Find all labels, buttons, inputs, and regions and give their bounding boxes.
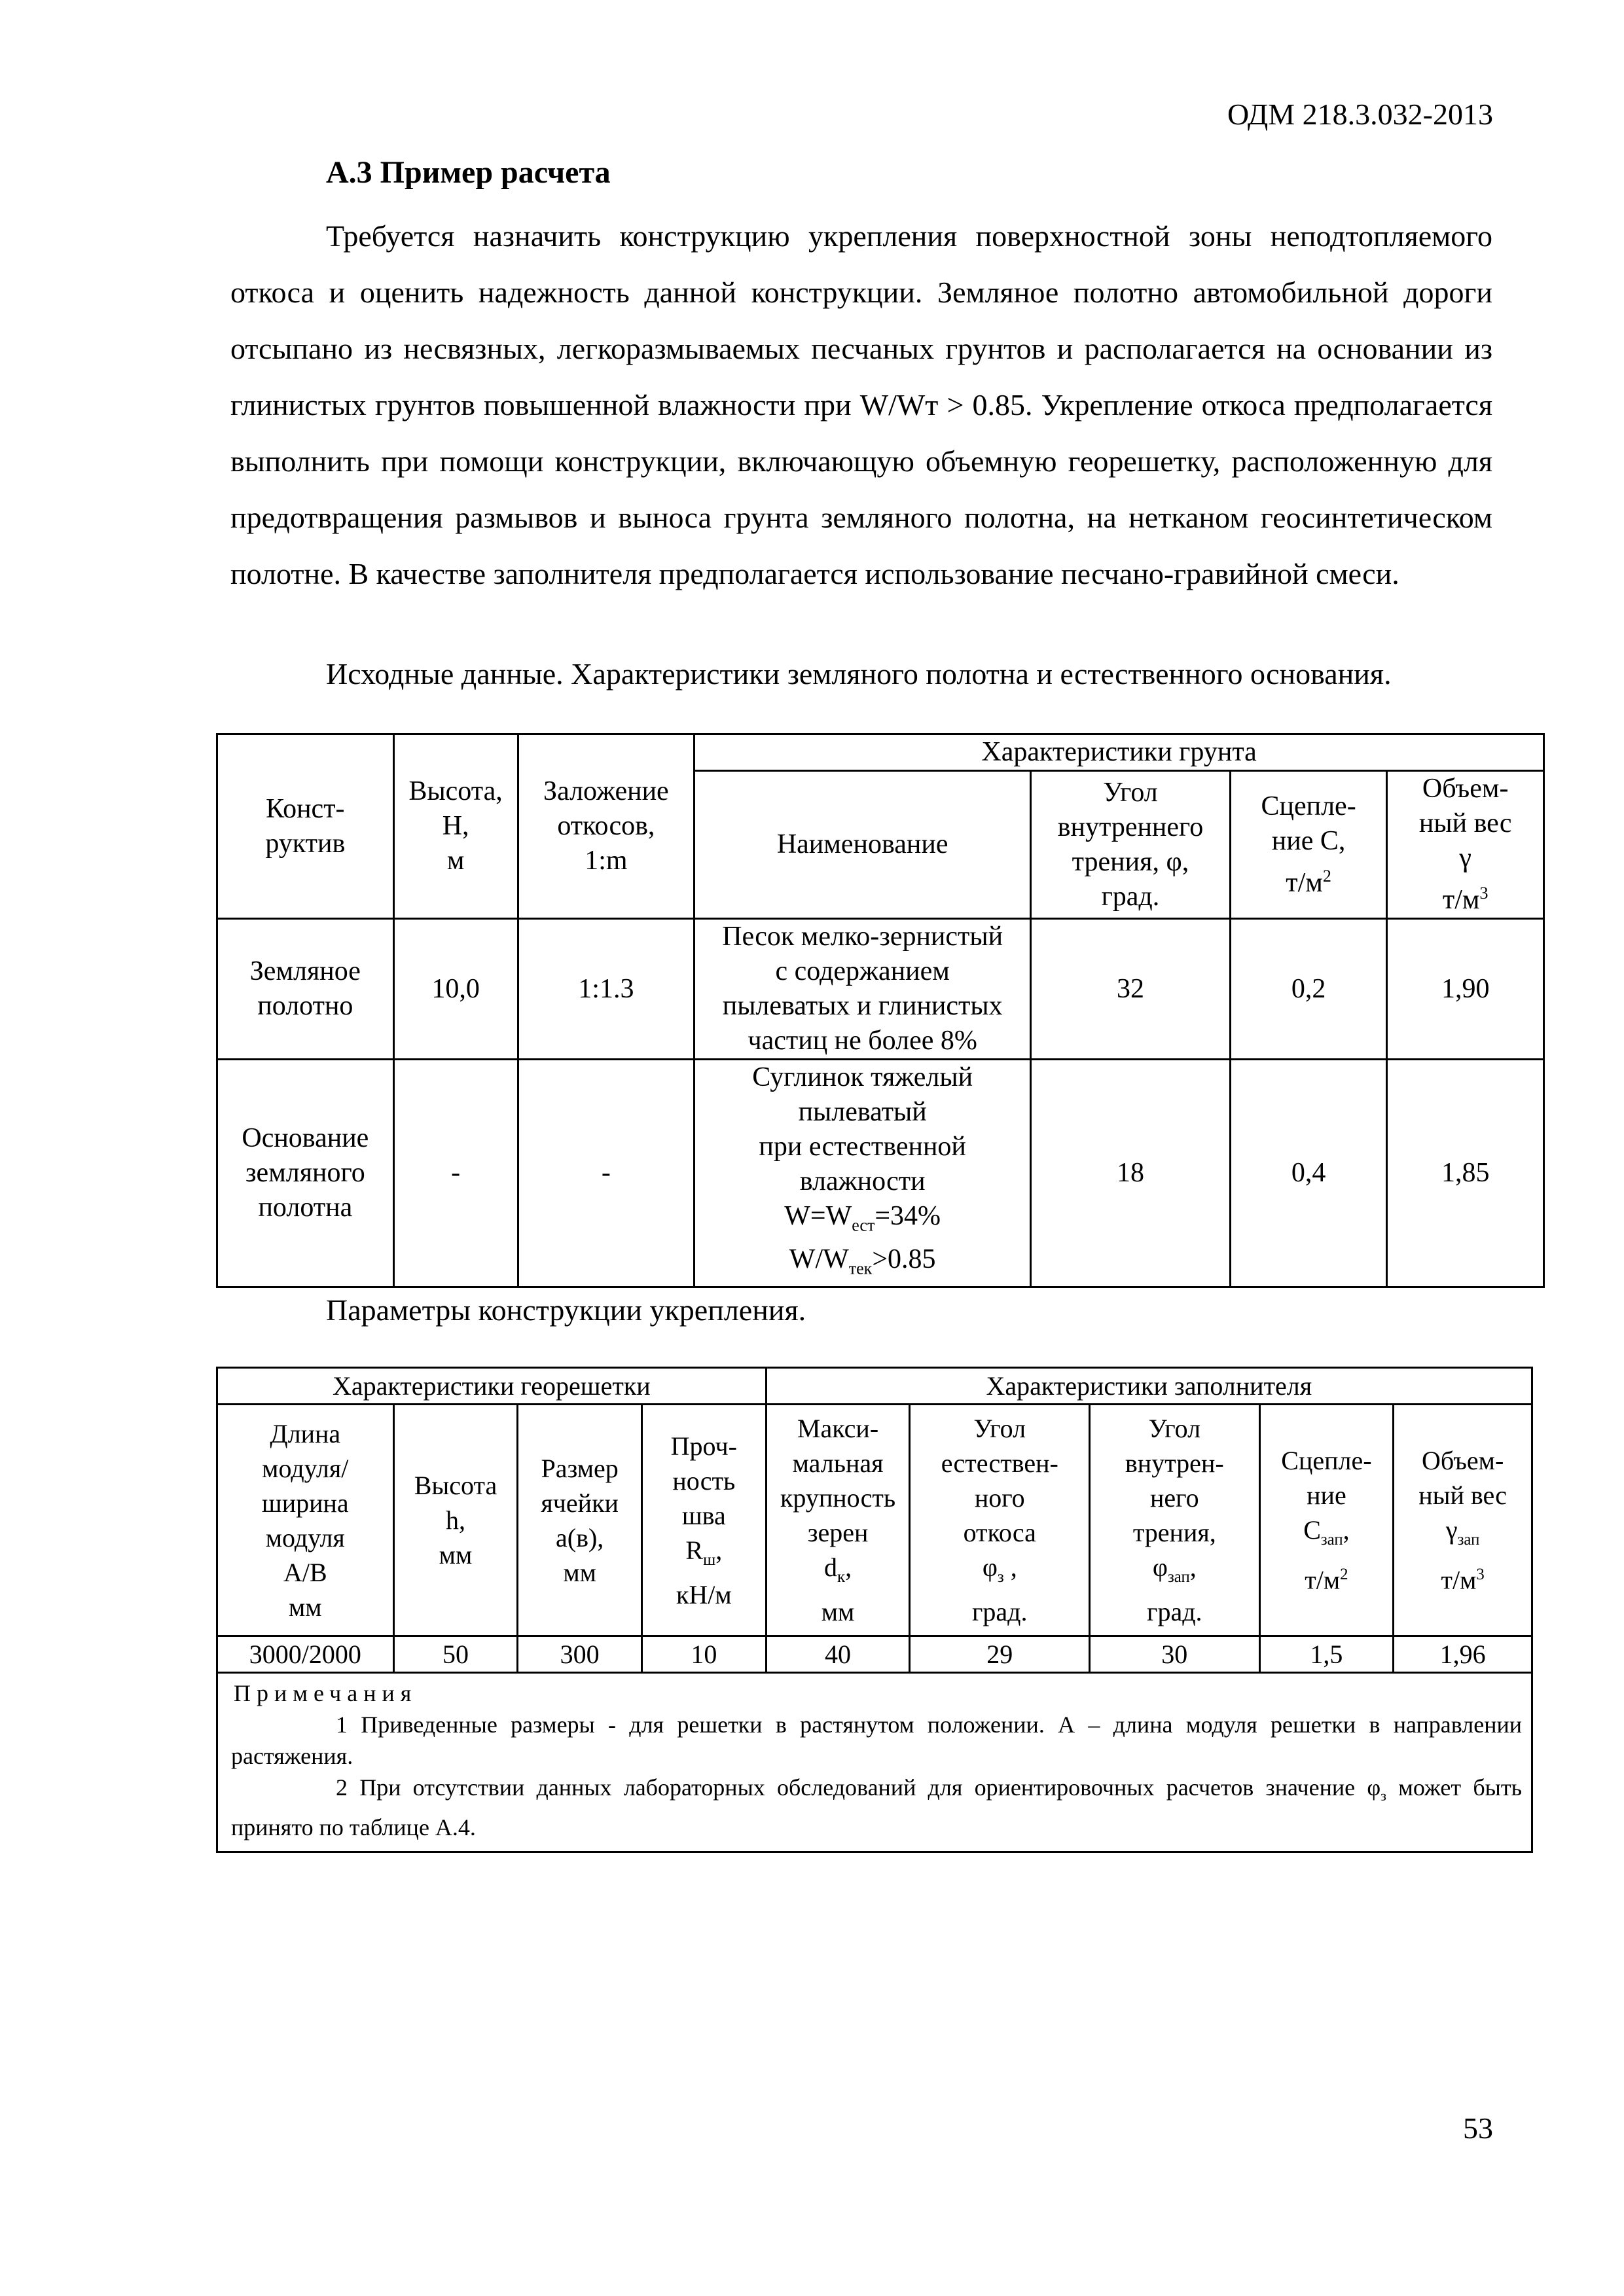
notes-row bbox=[217, 1673, 1532, 1852]
cell-internal-angle: 30 bbox=[1090, 1636, 1260, 1673]
header-grain-size: Макси- мальная крупность зерен $d_к$, мм bbox=[766, 1405, 910, 1636]
note-1: 1 Приведенные размеры - для решетки в растянутом положении. А – длина модуля решетки в направлении растяжения. bbox=[231, 1712, 1522, 1769]
cell-construct: Основание земляного полотна bbox=[217, 1060, 394, 1287]
header-seam-strength: Проч- ность шва $R_ш$, кН/м bbox=[642, 1405, 767, 1636]
cell-cell-size: 300 bbox=[518, 1636, 642, 1673]
cell-angle: 32 bbox=[1031, 919, 1231, 1060]
header-soil-group: Характеристики грунта bbox=[695, 734, 1544, 771]
page-number: 53 bbox=[1463, 2111, 1493, 2145]
cell-weight: 1,90 bbox=[1387, 919, 1544, 1060]
cell-name: Песок мелко-зернистый с содержанием пылеватых и глинистых частиц не более 8% bbox=[695, 919, 1031, 1060]
cell-seam-strength: 10 bbox=[642, 1636, 767, 1673]
header-height: Высота h, мм bbox=[393, 1405, 518, 1636]
cell-grain-size: 40 bbox=[766, 1636, 910, 1673]
cell-rest-angle: 29 bbox=[910, 1636, 1090, 1673]
cell-slope: - bbox=[518, 1060, 695, 1287]
header-internal-angle: Угол внутрен- него трения, $\varphi_{зап}$, град. bbox=[1090, 1405, 1260, 1636]
header-cell-size: Размер ячейки a(в), мм bbox=[518, 1405, 642, 1636]
cell-construct: Земляное полотно bbox=[217, 919, 394, 1060]
cell-unit-weight: 1,96 bbox=[1394, 1636, 1532, 1673]
table-row bbox=[217, 919, 1544, 1060]
body-paragraph bbox=[230, 208, 1492, 602]
table2-caption: Параметры конструкции укрепления. bbox=[326, 1293, 806, 1327]
header-module: Длина модуля/ ширина модуля A/B мм bbox=[217, 1405, 394, 1636]
header-filler-group: Характеристики заполнителя bbox=[766, 1368, 1532, 1405]
table1-caption: Исходные данные. Характеристики земляного полотна и естественного основания. bbox=[326, 657, 1392, 691]
note-2: 2 При отсутствии данных лабораторных обследований для ориентировочных расчетов значение $\varphi_з$ может быть принято по таблице А.4. bbox=[231, 1774, 1522, 1841]
header-unit-weight: Объем- ный вес $\gamma_{зап}$ $т/м^3$ bbox=[1394, 1405, 1532, 1636]
header-slope: Заложение откосов, 1:m bbox=[518, 734, 695, 919]
header-friction-angle: Угол внутреннего трения, φ, град. bbox=[1031, 771, 1231, 919]
cell-height: - bbox=[393, 1060, 518, 1287]
header-cohesion: Сцепле- ние С, $т/м^2$ bbox=[1230, 771, 1387, 919]
cell-height: 50 bbox=[393, 1636, 518, 1673]
cell-weight: 1,85 bbox=[1387, 1060, 1544, 1287]
header-construct: Конст- руктив bbox=[217, 734, 394, 919]
reinforcement-parameters-table bbox=[216, 1367, 1533, 1853]
cell-name: Суглинок тяжелый пылеватый при естественной влажности $W=W_{ест}=34\%$ $W/W_{тек}>0.85$ bbox=[695, 1060, 1031, 1287]
cell-cohesion: 0,4 bbox=[1230, 1060, 1387, 1287]
cell-cohesion: 1,5 bbox=[1259, 1636, 1394, 1673]
notes-title: Примечания bbox=[234, 1680, 418, 1706]
header-name: Наименование bbox=[695, 771, 1031, 919]
header-cohesion: Сцепле- ние $C_{зап}$, $т/м^2$ bbox=[1259, 1405, 1394, 1636]
cell-slope: 1:1.3 bbox=[518, 919, 695, 1060]
cell-height: 10,0 bbox=[393, 919, 518, 1060]
notes-cell bbox=[217, 1673, 1532, 1852]
soil-characteristics-table bbox=[216, 733, 1545, 1288]
cell-cohesion: 0,2 bbox=[1230, 919, 1387, 1060]
document-code: ОДМ 218.3.032-2013 bbox=[1227, 98, 1493, 131]
cell-angle: 18 bbox=[1031, 1060, 1231, 1287]
header-geogrid-group: Характеристики георешетки bbox=[217, 1368, 767, 1405]
table-row bbox=[217, 1636, 1532, 1673]
section-title: А.3 Пример расчета bbox=[326, 155, 611, 190]
cell-module: 3000/2000 bbox=[217, 1636, 394, 1673]
header-unit-weight: Объем- ный вес γ $т/м^3$ bbox=[1387, 771, 1544, 919]
header-height: Высота, H, м bbox=[393, 734, 518, 919]
table-row bbox=[217, 1060, 1544, 1287]
header-rest-angle: Угол естествен- ного откоса $\varphi_з$ , град. bbox=[910, 1405, 1090, 1636]
paragraph-text: Требуется назначить конструкцию укрепления поверхностной зоны неподтопляемого откоса и оценить надежность данной конструкции. Земляное полотно автомобильной дороги отсыпано из несвязных, легкоразмываемых песчаных грунтов и располагается на основании из глинистых грунтов повышенной влажности при W/Wт > 0.85. Укрепление откоса предполагается выполнить при помощи конструкции, включающую объемную георешетку, расположенную для предотвращения размывов и выноса грунта земляного полотна, на нетканом геосинтетическом полотне. В качестве заполнителя предполагается использование песчано-гравийной смеси. bbox=[230, 219, 1492, 590]
